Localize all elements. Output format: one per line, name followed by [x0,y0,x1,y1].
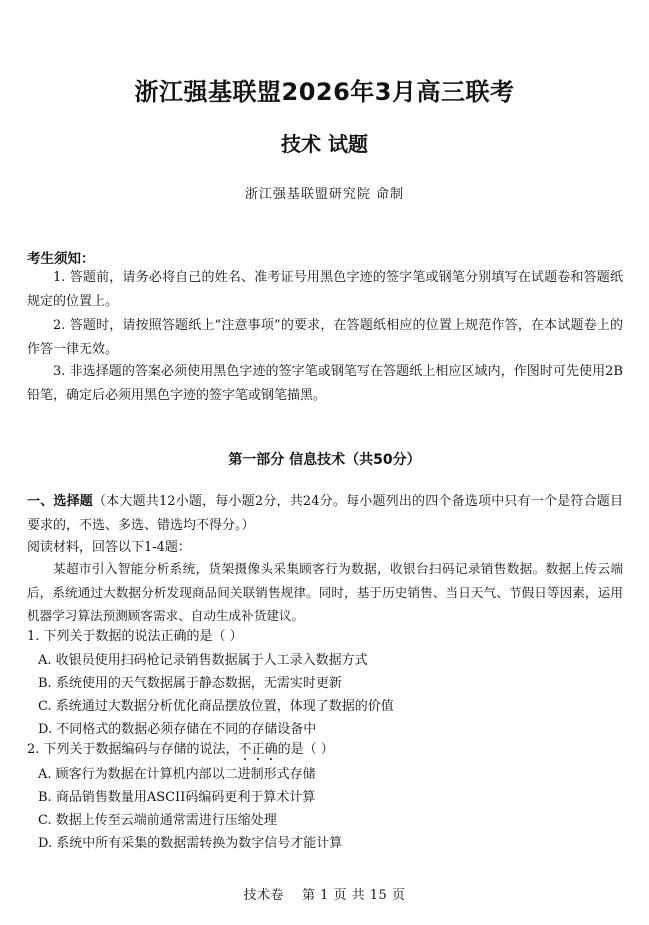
section-intro [27,490,623,538]
question-2-stem-before: 2. 下列关于数据编码与存储的说法， [27,742,239,757]
exam-title: 浙江强基联盟2026年3月高三联考 [134,78,515,106]
notice-item-3: 3. 非选择题的答案必须使用黑色字迹的签字笔或钢笔写在答题纸上相应区域内，作图时可先使用2B铅笔，确定后必须用黑色字迹的签字笔或钢笔描黑。 [27,364,623,403]
question-2-option-a: A. 顾客行为数据在计算机内部以二进制形式存储 [38,767,316,782]
question-1-option-d: D. 不同格式的数据必须存储在不同的存储设备中 [38,722,317,737]
reading-material: 某超市引入智能分析系统，货架摄像头采集顾客行为数据，收银台扫码记录销售数据。数据上传云端后，系统通过大数据分析发现商品间关联销售规律。同时，基于历史销售、当日天气、节假日等因素，运用机器学习算法预测顾客需求、自动生成补货建议。 [27,561,623,623]
footer-page-number: 第 1 页 共 15 页 [301,888,406,903]
exam-organizer: 浙江强基联盟研究院 命制 [244,187,405,202]
question-1-stem: 1. 下列关于数据的说法正确的是（ ） [27,629,243,644]
question-2-option-c: C. 数据上传至云端前通常需进行压缩处理 [38,813,277,828]
emphasis-dot-char: 不 [238,742,252,757]
question-2-stem-emphasis [239,742,278,757]
question-1-option-c: C. 系统通过大数据分析优化商品摆放位置，体现了数据的价值 [38,699,394,714]
question-2-option-d: D. 系统中所有采集的数据需转换为数字信号才能计算 [38,836,343,851]
footer-subject: 技术卷 [243,888,285,903]
page-footer [0,884,649,903]
question-2-option-b: B. 商品销售数量用ASCII码编码更利于算术计算 [38,790,316,805]
section-label: 一、选择题 [27,494,93,509]
emphasis-dot-char: 确 [264,742,278,757]
question-2-stem-after: 的是（ ） [277,742,334,757]
emphasis-dot-char: 正 [251,742,265,757]
question-1-option-a: A. 收银员使用扫码枪记录销售数据属于人工录入数据方式 [38,653,368,668]
section-instructions: （本大题共12小题，每小题2分，共24分。每小题列出的四个备选项中只有一个是符合题目要求的，不选、多选、错选均不得分。） [27,494,623,533]
part-title: 第一部分 信息技术（共50分） [228,452,421,468]
question-1-option-b: B. 系统使用的天气数据属于静态数据，无需实时更新 [38,676,342,691]
notice-item-2: 2. 答题时，请按照答题纸上“注意事项”的要求，在答题纸相应的位置上规范作答，在本试题卷上的作答一律无效。 [27,318,623,357]
exam-subtitle: 技术 试题 [281,132,368,156]
notice-item-1: 1. 答题前，请务必将自己的姓名、准考证号用黑色字迹的签字笔或钢笔分别填写在试题卷和答题纸规定的位置上。 [27,270,623,309]
question-2-stem [27,739,334,761]
notice-heading: 考生须知： [27,251,95,267]
reading-prompt: 阅读材料，回答以下1-4题： [27,540,191,555]
